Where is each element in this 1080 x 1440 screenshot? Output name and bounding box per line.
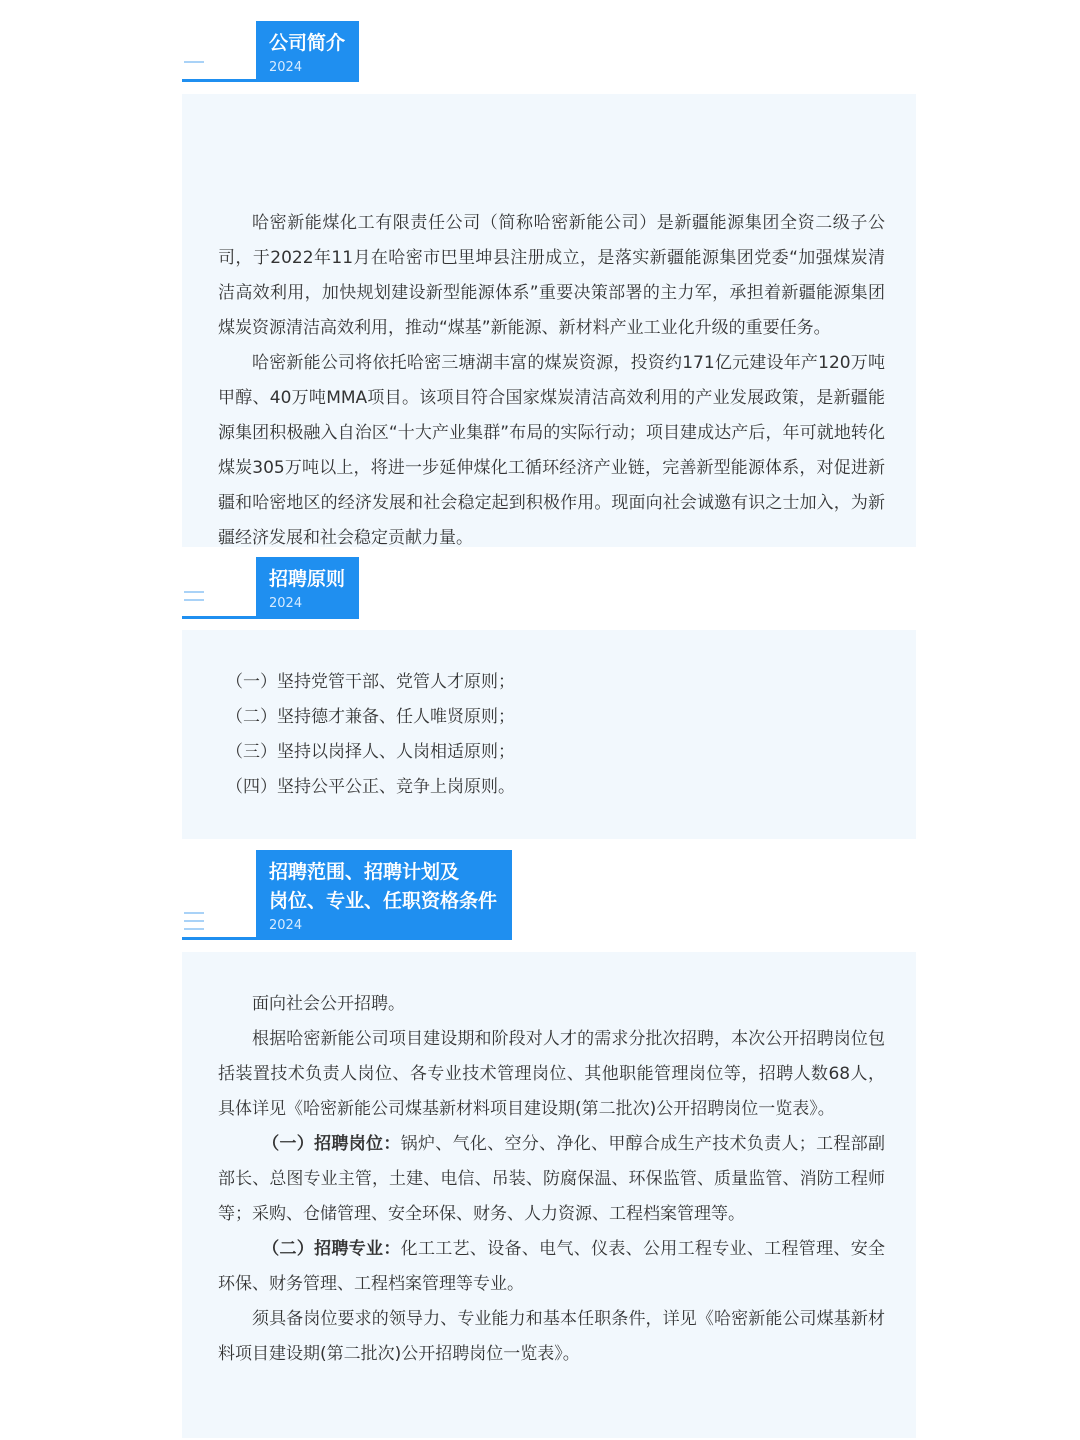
intro-paragraph-2: 哈密新能公司将依托哈密三塘湖丰富的煤炭资源，投资约171亿元建设年产120万吨甲醇、40万吨MMA项目。该项目符合国家煤炭清洁高效利用的产业发展政策，是新疆能源集团积极融入自治区“十大产业集群”布局的实际行动；项目建成达产后，年可就地转化煤炭305万吨以上，将进一步延伸煤化工循环经济产业链，完善新型能源体系，对促进新疆和哈密地区的经济发展和社会稳定起到积极作用。现面向社会诚邀有识之士加入，为新疆经济发展和社会稳定贡献力量。	[218, 353, 885, 548]
positions-text: 锅炉、气化、空分、净化、甲醇合成生产技术负责人；工程部副部长、总图专业主管，土建、电信、吊装、防腐保温、环保监管、质量监管、消防工程师等；采购、仓储管理、安全环保、财务、人力资源、工程档案管理等。	[218, 1134, 886, 1224]
qualification-paragraph: 须具备岗位要求的领导力、专业能力和基本任职条件，详见《哈密新能公司煤基新材料项目建设期(第二批次)公开招聘岗位一览表》。	[218, 1309, 885, 1364]
section-year: 2024	[269, 60, 303, 75]
header-tab	[256, 21, 359, 82]
decorative-lines-icon	[184, 591, 204, 607]
positions-label: （一）招聘岗位：	[262, 1134, 401, 1154]
plan-paragraph: 根据哈密新能公司项目建设期和阶段对人才的需求分批次招聘，本次公开招聘岗位包括装置技术负责人岗位、各专业技术管理岗位、其他职能管理岗位等，招聘人数68人，具体详见《哈密新能公司煤基新材料项目建设期(第二批次)公开招聘岗位一览表》。	[218, 1029, 885, 1119]
recruitment-scope-panel	[182, 952, 916, 1438]
majors-text: 化工工艺、设备、电气、仪表、公用工程专业、工程管理、安全环保、财务管理、工程档案管理等专业。	[218, 1239, 886, 1294]
header-tab	[256, 557, 359, 619]
principle-item: （三）坚持以岗择人、人岗相适原则；	[226, 742, 515, 762]
section-header-company-intro	[182, 21, 359, 82]
majors-label: （二）招聘专业：	[262, 1239, 401, 1259]
majors-paragraph	[218, 1232, 885, 1302]
decorative-lines-icon	[184, 912, 204, 936]
section-title-line-1: 招聘范围、招聘计划及	[269, 861, 460, 883]
section-header-recruitment-scope	[182, 850, 512, 940]
company-intro-panel	[182, 94, 916, 547]
principle-item: （四）坚持公平公正、竞争上岗原则。	[226, 777, 515, 797]
section-title: 招聘原则	[269, 568, 346, 590]
principle-item: （一）坚持党管干部、党管人才原则；	[226, 672, 515, 692]
section-title: 公司简介	[269, 32, 346, 54]
principle-item: （二）坚持德才兼备、任人唯贤原则；	[226, 707, 515, 727]
section-year: 2024	[269, 596, 303, 611]
section-header-principles	[182, 557, 359, 619]
decorative-lines-icon	[184, 61, 204, 69]
scope-paragraph: 面向社会公开招聘。	[252, 994, 405, 1014]
positions-paragraph	[218, 1127, 885, 1232]
intro-paragraph-1: 哈密新能煤化工有限责任公司（简称哈密新能公司）是新疆能源集团全资二级子公司，于2022年11月在哈密市巴里坤县注册成立，是落实新疆能源集团党委“加强煤炭清洁高效利用，加快规划建设新型能源体系”重要决策部署的主力军，承担着新疆能源集团煤炭资源清洁高效利用，推动“煤基”新能源、新材料产业工业化升级的重要任务。	[218, 213, 885, 338]
header-tab	[256, 850, 512, 940]
principles-panel	[182, 630, 916, 839]
section-title-line-2: 岗位、专业、任职资格条件	[269, 890, 498, 912]
section-year: 2024	[269, 918, 303, 933]
